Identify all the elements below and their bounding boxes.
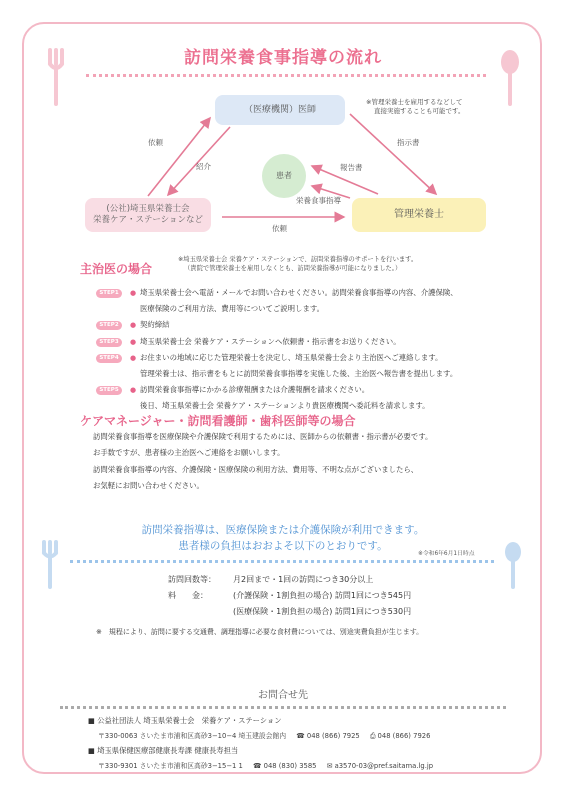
fee-medical-insurance: (医療保険・1割負担の場合) 訪問1回につき530円 (233, 607, 412, 616)
bullet-icon: ● (130, 289, 137, 297)
association-node (85, 198, 211, 232)
care-line: お手数ですが、患者様の主治医へご連絡をお願いします。 (93, 448, 285, 457)
patient-node: 患者 (262, 154, 306, 198)
org2-mail[interactable]: a3570-03@pref.saitama.lg.jp (334, 762, 434, 770)
insurance-divider (70, 560, 494, 563)
step-list (96, 285, 506, 415)
fork-icon (34, 540, 70, 590)
association-name: (公社)埼玉県栄養士会 (106, 203, 190, 214)
fee-care-insurance: (介護保険・1割負担の場合) 訪問1回につき545円 (233, 591, 412, 600)
step-text: お住まいの地域に応じた管理栄養士を決定し、埼玉県栄養士会より主治医へご連絡します。 (140, 352, 443, 362)
primary-note-line-2: （貴院で管理栄養士を雇用しなくとも、訪問栄養指導が可能になりました。） (184, 265, 402, 273)
label-request-bottom: 依頼 (272, 224, 287, 233)
step-text: 埼玉県栄養士会へ電話・メールでお問い合わせください。訪問栄養食事指導の内容、介護保険、 (140, 288, 458, 297)
visits-value: 月2回まで・1回の訪問につき30分以上 (233, 575, 374, 584)
spoon-icon (496, 540, 530, 590)
care-line: お気軽にお問い合わせください。 (93, 481, 204, 490)
step-row (96, 301, 506, 317)
step-row (96, 382, 506, 398)
insurance-line-1: 訪問栄養指導は、医療保険または介護保険が利用できます。 (141, 524, 425, 536)
mail-icon: ✉ (326, 762, 333, 770)
bullet-icon: ● (130, 353, 137, 362)
contact-title: お問合せ先 (258, 690, 308, 701)
care-line: 訪問栄養食事指導を医療保険や介護保険で利用するためには、医師からの依頼書・指示書が必要です。 (93, 432, 433, 441)
cost-footnote: ※ 規程により、訪問に要する交通費、調理指導に必要な食材費については、別途実費負担が生じます。 (96, 628, 424, 636)
bullet-icon: ● (130, 321, 137, 330)
step-badge: STEP1 (96, 289, 122, 298)
fee-label: 料 金： (168, 591, 208, 600)
note-line-1: ※管理栄養士を雇用するなどして (366, 98, 463, 106)
contact-divider (60, 706, 506, 709)
step-text: 訪問栄養食事指導にかかる診療報酬または介護報酬を請求ください。 (140, 385, 370, 395)
org2-tel[interactable]: 048 (830) 3585 (263, 762, 317, 770)
step-row (96, 366, 506, 382)
org1-tel[interactable]: 048 (866) 7925 (306, 732, 360, 740)
primary-note (178, 255, 417, 273)
org1-name: ■ 公益社団法人 埼玉県栄養士会 栄養ケア・ステーション (88, 716, 282, 725)
step-text: 医療保険のご利用方法、費用等についてご説明します。 (140, 304, 325, 314)
insurance-line-2: 患者様の負担はおおよそ以下のとおりです。 (178, 540, 388, 552)
bullet-icon: ● (130, 386, 137, 395)
step-row (96, 350, 506, 366)
doctor-node: （医療機関）医師 (215, 95, 345, 125)
step-badge: STEP5 (96, 386, 122, 395)
bullet-icon: ● (130, 337, 137, 346)
care-heading: ケアマネージャー・訪問看護師・歯科医師等の場合 (80, 414, 356, 428)
label-request-up: 依頼 (148, 138, 163, 147)
care-line: 訪問栄養食事指導の内容、介護保険・医療保険の利用方法、費用等、不明な点がございましたら、 (93, 465, 419, 474)
label-guidance: 栄養食事指導 (296, 196, 341, 205)
org2-name: ■ 埼玉県保健医療部健康長寿課 健康長寿担当 (88, 746, 239, 755)
note-line-2: 直接実施することも可能です。 (374, 107, 465, 116)
label-instruction: 指示書 (397, 138, 420, 147)
org1-address: 〒330-0063 さいたま市浦和区高砂3−10−4 埼玉建設会館内 (98, 732, 287, 740)
label-introduce: 紹介 (196, 162, 211, 171)
step-badge: STEP4 (96, 354, 122, 363)
org1-details (98, 730, 430, 741)
step-text: 契約締結 (140, 320, 170, 330)
step-row (96, 317, 506, 333)
phone-icon: ☎ (253, 762, 262, 770)
org2-details (98, 760, 433, 770)
direct-employment-note (366, 98, 464, 116)
primary-heading: 主治医の場合 (80, 262, 153, 276)
step-row (96, 334, 506, 350)
step-text: 埼玉県栄養士会 栄養ケア・ステーションへ依頼書・指示書をお送りください。 (140, 336, 401, 346)
visits-label: 訪問回数等： (168, 575, 216, 584)
fax-icon: ⎙ (369, 732, 376, 740)
org1-fax: 048 (866) 7926 (377, 732, 431, 740)
page-title: 訪問栄養食事指導の流れ (184, 48, 382, 68)
as-of-date: ※令和6年6月1日時点 (418, 551, 475, 557)
step-text: 管理栄養士は、指示書をもとに訪問栄養食事指導を実施した後、主治医へ報告書を提出します。 (140, 368, 458, 378)
step-row (96, 285, 506, 301)
step-badge: STEP2 (96, 321, 122, 330)
primary-note-line-1: ※埼玉県栄養士会 栄養ケア・ステーションで、訪問栄養指導のサポートを行います。 (178, 256, 418, 263)
step-badge: STEP3 (96, 338, 122, 347)
step-text: 後日、埼玉県栄養士会 栄養ケア・ステーションより貴医療機関へ委託料を請求します。 (140, 401, 430, 411)
label-report: 報告書 (340, 163, 363, 172)
association-sub: 栄養ケア・ステーションなど (93, 215, 203, 225)
dietitian-node: 管理栄養士 (352, 198, 486, 232)
org2-address: 〒330-9301 さいたま市浦和区高砂3−15−1 1 (98, 762, 243, 770)
phone-icon: ☎ (296, 732, 305, 740)
